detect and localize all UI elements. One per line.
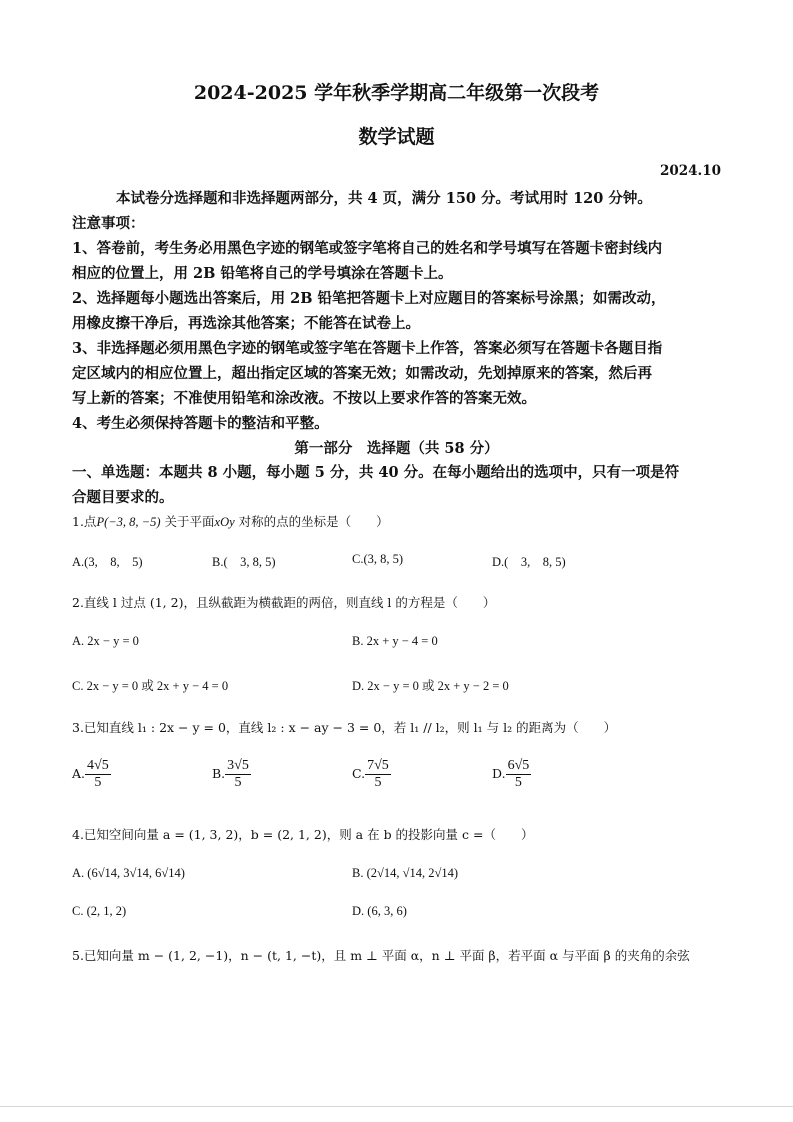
note-line: 4、考生必须保持答题卡的整洁和平整。 [72,415,329,432]
exam-subject: 数学试题 [358,126,435,148]
page-bottom-divider [0,1106,793,1107]
q3-option-a [72,758,111,791]
exam-intro: 本试卷分选择题和非选择题两部分，共 4 页，满分 150 分。考试用时 120 分钟。 [116,190,652,207]
notes-title: 注意事项： [72,215,145,232]
q4-option-d: D. (6, 3, 6) [352,904,407,918]
question-4-stem: 4.已知空间向量 a = (1, 3, 2)，b = (2, 1, 2)，则 a 在 b 的投影向量 c =（ ） [72,827,534,842]
fraction [85,758,111,791]
q1-plane: xOy [214,515,235,529]
fraction [225,758,251,791]
q2-option-c: C. 2x − y = 0 或 2x + y − 4 = 0 [72,679,229,693]
denominator: 5 [234,775,242,791]
numerator: 7√5 [365,758,391,775]
q3-option-d [492,758,531,791]
q3-option-b [212,758,251,791]
fraction [506,758,532,791]
denominator: 5 [514,775,522,791]
exam-date: 2024.10 [659,163,721,179]
numerator: 4√5 [85,758,111,775]
question-3-stem: 3.已知直线 l₁ : 2x − y = 0，直线 l₂ : x − ay − 3 = 0，若 l₁ // l₂，则 l₁ 与 l₂ 的距离为（ ） [72,720,617,735]
q1-option-c: C.(3, 8, 5) [352,552,404,566]
note-line: 相应的位置上，用 2B 铅笔将自己的学号填涂在答题卡上。 [72,265,453,282]
section-instructions-cont: 合题目要求的。 [72,489,174,506]
option-letter: D. [492,766,506,782]
q1-option-a: A.(3, 8, 5) [72,555,143,569]
fraction [365,758,391,791]
part1-heading: 第一部分 选择题（共 58 分） [294,440,499,457]
option-letter: C. [352,766,366,782]
q2-option-b: B. 2x + y − 4 = 0 [352,634,438,648]
question-5-stem: 5.已知向量 m − (1, 2, −1)，n − (t, 1, −t)，且 m ⊥ 平面 α，n ⊥ 平面 β，若平面 α 与平面 β 的夹角的余弦 [72,948,690,963]
q1-option-b: B.( 3, 8, 5) [212,555,276,569]
q1-option-d: D.( 3, 8, 5) [492,555,566,569]
numerator: 6√5 [506,758,532,775]
note-line: 写上新的答案；不准使用铅笔和涂改液。不按以上要求作答的答案无效。 [72,390,536,407]
option-letter: A. [72,766,86,782]
option-letter: B. [212,766,226,782]
question-1-stem [72,512,389,530]
q2-option-a: A. 2x − y = 0 [72,634,139,648]
note-line: 3、非选择题必须用黑色字迹的钢笔或签字笔在答题卡上作答，答案必须写在答题卡各题目指 [72,340,663,357]
q3-option-c [352,758,391,791]
note-line: 1、答卷前，考生务必用黑色字迹的钢笔或签字笔将自己的姓名和学号填写在答题卡密封线内 [72,240,663,257]
q1-text: 关于平面 [164,514,215,529]
note-line: 2、选择题每小题选出答案后，用 2B 铅笔把答题卡上对应题目的答案标号涂黑；如需改动， [72,290,666,307]
q2-option-d: D. 2x − y = 0 或 2x + y − 2 = 0 [352,679,509,693]
exam-title: 2024-2025 学年秋季学期高二年级第一次段考 [193,82,600,104]
denominator: 5 [94,775,102,791]
q4-option-b: B. (2√14, √14, 2√14) [352,866,458,880]
q4-option-a: A. (6√14, 3√14, 6√14) [72,866,185,880]
q1-text: 对称的点的坐标是（ ） [238,514,389,529]
note-line: 定区域内的相应位置上，超出指定区域的答案无效；如需改动，先划掉原来的答案，然后再 [72,365,652,382]
section-instructions: 一、单选题：本题共 8 小题，每小题 5 分，共 40 分。在每小题给出的选项中，只有一项是符 [72,464,680,481]
q1-point: P(−3, 8, −5) [96,515,161,529]
question-2-stem: 2.直线 l 过点 (1, 2)，且纵截距为横截距的两倍，则直线 l 的方程是（ ） [72,595,496,610]
q4-option-c: C. (2, 1, 2) [72,904,127,918]
denominator: 5 [374,775,382,791]
numerator: 3√5 [225,758,251,775]
note-line: 用橡皮擦干净后，再选涂其他答案；不能答在试卷上。 [72,315,420,332]
q1-text: 1.点 [72,514,97,529]
